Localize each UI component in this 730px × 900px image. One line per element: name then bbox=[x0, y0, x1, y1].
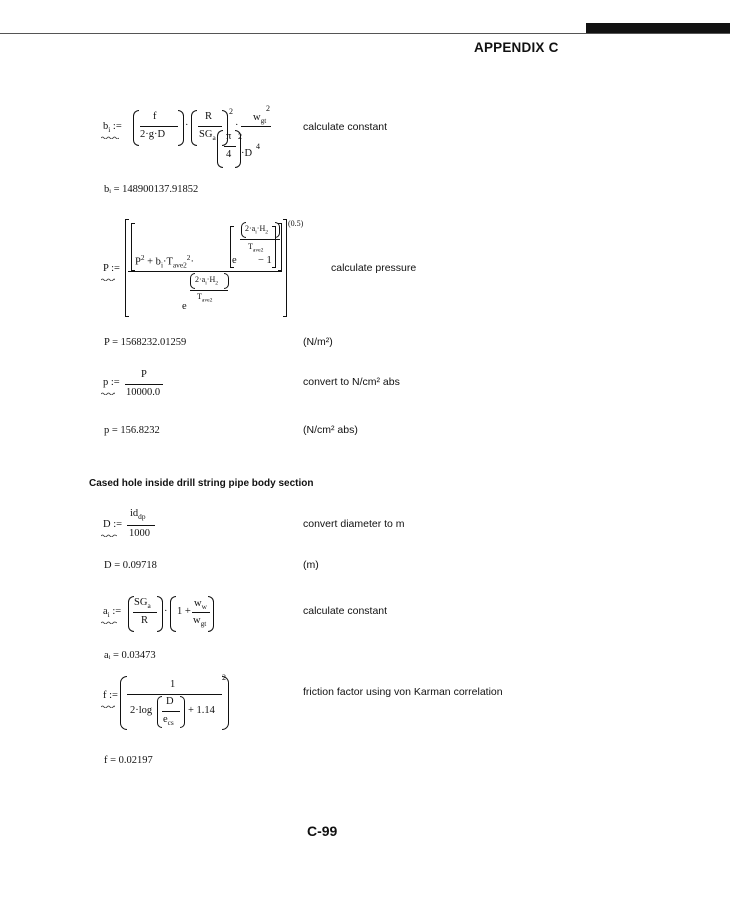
eq-f-one: 1 bbox=[170, 679, 176, 690]
eq-p-den-e: e bbox=[182, 301, 187, 312]
eq-p-comment: calculate pressure bbox=[331, 262, 417, 274]
eq-b-exp-2: 2 bbox=[229, 107, 233, 116]
eq-p-exponent: (0.5) bbox=[288, 219, 304, 228]
eq-b-wgt: $w_{gt}$ bbox=[253, 112, 267, 126]
eq-d-wavy-underline bbox=[101, 534, 117, 537]
eq-a-sga: $SG_a$ bbox=[134, 597, 151, 611]
page-number: C-99 bbox=[307, 823, 338, 839]
eq-f-2log: 2·log bbox=[130, 705, 153, 716]
eq-b-2gd: 2·g·D bbox=[140, 129, 166, 140]
header-rule bbox=[0, 33, 730, 34]
eq-a-ww: $w_w$ bbox=[194, 598, 207, 612]
eq-f-paren-right bbox=[222, 676, 229, 730]
eq-p-unit: (N/m²) bbox=[303, 336, 333, 348]
eq-f-ecs: $e_{cs}$ bbox=[163, 714, 174, 728]
eq-f-inner-frac bbox=[162, 711, 180, 712]
eq-b-f: f bbox=[153, 111, 157, 122]
eq-f-wavy-underline bbox=[101, 705, 115, 708]
eq-b-frac-2 bbox=[198, 126, 222, 127]
eq-a-wavy-underline bbox=[101, 621, 117, 624]
eq-b-d4: ·D bbox=[241, 148, 253, 159]
eq-f-result: f = 0.02197 bbox=[104, 755, 153, 766]
eq-b-r: R bbox=[205, 111, 213, 122]
eq-d-numerator bbox=[130, 508, 146, 521]
eq-lp-wavy-underline bbox=[101, 392, 115, 395]
eq-d-result: D = 0.09718 bbox=[104, 560, 157, 571]
eq-a-lhs: $a_i$ := bbox=[103, 606, 122, 620]
eq-lp-lhs: p := bbox=[103, 377, 120, 388]
eq-b-4: 4 bbox=[226, 149, 232, 160]
eq-a-result: aᵢ = 0.03473 bbox=[104, 650, 156, 661]
eq-lp-unit: (N/cm² abs) bbox=[303, 424, 358, 436]
eq-p-den-exp-frac bbox=[190, 290, 228, 291]
eq-p-den-exp-numerator: $2\cdot a_i\cdot H_2$ bbox=[195, 275, 219, 287]
eq-b-paren-1-left bbox=[133, 110, 139, 146]
eq-d-denominator: 1000 bbox=[129, 528, 150, 539]
eq-p-exp-frac bbox=[240, 239, 280, 240]
eq-p-exp-denominator: $T_{ave2}$ bbox=[248, 242, 264, 254]
eq-a-one-plus: 1 + bbox=[177, 606, 191, 617]
eq-a-r: R bbox=[141, 615, 149, 626]
eq-f-log-paren-left bbox=[157, 696, 162, 728]
eq-p-numerator-a: $P^2 + b_i\cdot T_{ave2}^2\cdot$ bbox=[135, 253, 194, 270]
eq-b-lhs: $b_i$ := bbox=[103, 121, 122, 135]
eq-d-comment: convert diameter to m bbox=[303, 518, 405, 530]
eq-d-numerator-text: id bbox=[130, 508, 139, 519]
eq-p-exp-numerator: $2\cdot a_i\cdot H_2$ bbox=[245, 224, 269, 236]
eq-f-frac bbox=[127, 694, 222, 695]
eq-b-comment: calculate constant bbox=[303, 121, 388, 133]
eq-a-frac-1 bbox=[133, 612, 157, 613]
eq-lp-numerator: P bbox=[141, 369, 147, 380]
eq-a-dot: · bbox=[164, 606, 168, 617]
eq-b-sga: $SG_a$ bbox=[199, 129, 216, 143]
eq-p-minus-one: − 1 bbox=[258, 255, 272, 266]
eq-p-outer-bracket-right bbox=[283, 219, 287, 317]
eq-p-lhs: P := bbox=[103, 263, 120, 274]
eq-lp-comment: convert to N/cm² abs bbox=[303, 376, 400, 388]
eq-p-exp-paren-right bbox=[275, 222, 280, 238]
eq-a-comment: calculate constant bbox=[303, 605, 388, 617]
eq-b-dot-2: · bbox=[235, 120, 239, 131]
eq-f-log-paren-right bbox=[180, 696, 185, 728]
eq-d-unit: (m) bbox=[303, 559, 319, 571]
eq-b-frac-1 bbox=[140, 126, 178, 127]
eq-p-result: P = 1568232.01259 bbox=[104, 337, 187, 348]
eq-b-frac-3 bbox=[241, 126, 271, 127]
eq-f-paren-left bbox=[120, 676, 127, 730]
eq-p-main-frac bbox=[128, 271, 282, 272]
eq-b-wgt-exp: 2 bbox=[266, 104, 270, 113]
eq-d-numerator-sub: dp bbox=[138, 512, 146, 522]
eq-a-paren-1-right bbox=[157, 596, 163, 632]
eq-p-den-exp-denominator: $T_{ave2}$ bbox=[197, 292, 213, 304]
eq-a-wgt: $w_{gt}$ bbox=[193, 615, 207, 629]
eq-b-result: bᵢ = 148900137.91852 bbox=[104, 184, 199, 195]
eq-d-frac bbox=[127, 525, 155, 526]
eq-p-den-paren-right bbox=[224, 273, 229, 289]
eq-f-d: D bbox=[166, 696, 174, 707]
eq-b-paren-1-right bbox=[178, 110, 184, 146]
eq-b-dot-1: · bbox=[185, 120, 189, 131]
eq-b-d4-exp: 4 bbox=[256, 142, 260, 151]
eq-f-comment: friction factor using von Karman correlation bbox=[303, 686, 503, 698]
eq-f-lhs: f := bbox=[103, 690, 118, 701]
eq-a-paren-2-left bbox=[170, 596, 176, 632]
eq-p-wavy-underline bbox=[101, 278, 115, 281]
eq-lp-frac bbox=[125, 384, 163, 385]
eq-p-outer-bracket-left bbox=[125, 219, 129, 317]
eq-d-lhs: D := bbox=[103, 519, 123, 530]
section-heading: Cased hole inside drill string pipe body section bbox=[89, 478, 314, 489]
eq-lp-denominator: 10000.0 bbox=[126, 387, 161, 398]
eq-b-wavy-underline bbox=[101, 136, 119, 139]
eq-f-exp: 2 bbox=[222, 673, 226, 682]
eq-b-paren-3-left bbox=[217, 130, 223, 168]
eq-b-paren-2-left bbox=[191, 110, 197, 146]
page-header-title: APPENDIX C bbox=[474, 40, 559, 55]
eq-b-pi: π bbox=[226, 131, 232, 142]
eq-b-exp-pi: 2 bbox=[238, 132, 242, 141]
eq-a-paren-2-right bbox=[208, 596, 214, 632]
eq-p-e: e bbox=[232, 255, 237, 266]
eq-lp-result: p = 156.8232 bbox=[104, 425, 160, 436]
eq-f-plus: + 1.14 bbox=[188, 705, 215, 716]
